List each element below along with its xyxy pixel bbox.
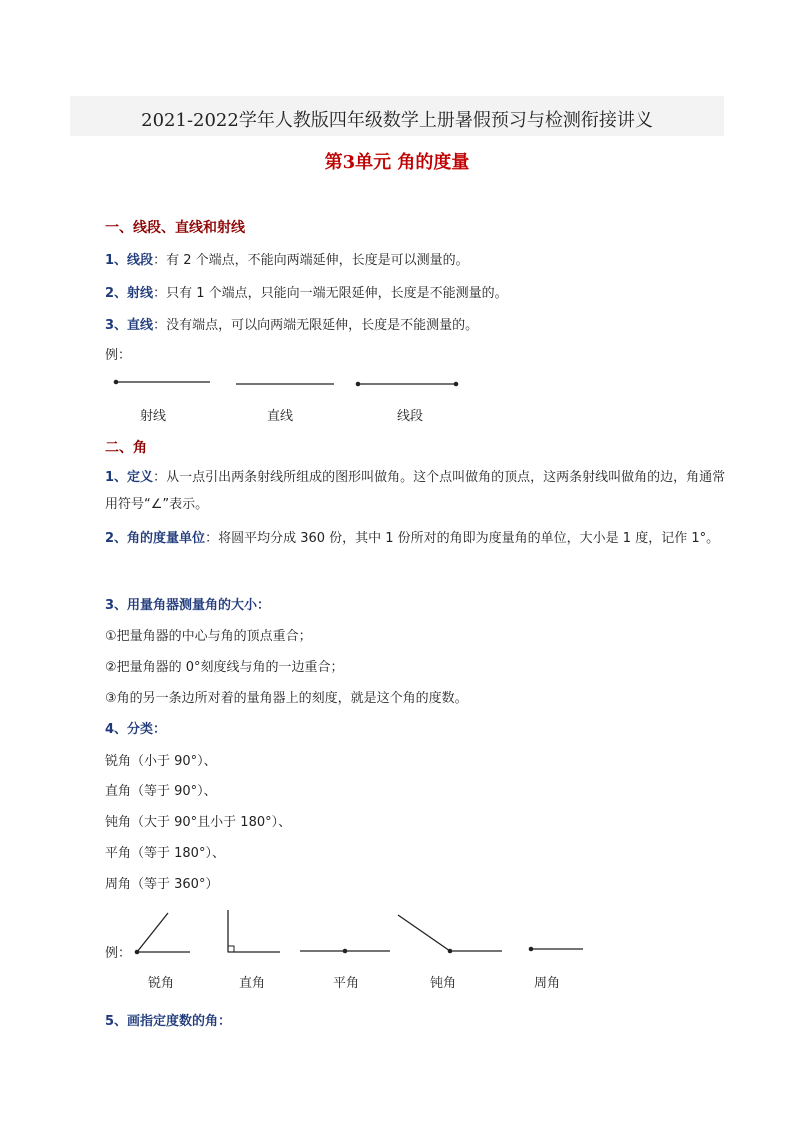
label-obtuse: 钝角 <box>429 976 456 991</box>
class-full: 周角（等于 360°） <box>105 877 219 892</box>
measure-step-2: ②把量角器的 0°刻度线与角的一边重合； <box>105 660 344 675</box>
label-ray: 射线 <box>139 409 166 424</box>
ray-figure <box>114 380 210 385</box>
segment-text: ：有 2 个端点，不能向两端延伸，长度是可以测量的。 <box>153 253 469 268</box>
straight-angle-figure <box>300 949 390 954</box>
classify-heading: 4、分类： <box>105 722 167 737</box>
term-unit: 角的度量单位 <box>127 531 206 546</box>
unit-subtitle: 第3单元 角的度量 <box>324 152 470 173</box>
term-ray: 射线 <box>127 286 154 301</box>
term-definition: 定义 <box>127 470 154 485</box>
item-number: 2、 <box>105 286 128 301</box>
document-title: 2021-2022学年人教版四年级数学上册暑假预习与检测衔接讲义 <box>141 110 653 131</box>
example-label: 例： <box>105 348 132 363</box>
full-angle-figure <box>529 947 583 952</box>
term-line: 直线 <box>127 318 154 333</box>
measure-step-1: ①把量角器的中心与角的顶点重合； <box>105 629 312 644</box>
draw-heading: 5、画指定度数的角： <box>105 1014 232 1029</box>
class-obtuse: 钝角（大于 90°且小于 180°）、 <box>105 815 292 830</box>
section-heading-angle: 二、角 <box>105 440 147 456</box>
label-right: 直角 <box>238 976 265 991</box>
item-number: 3、 <box>105 318 128 333</box>
item-number: 2、 <box>105 531 128 546</box>
line-text: ：没有端点，可以向两端无限延伸，长度是不能测量的。 <box>153 318 479 333</box>
class-acute: 锐角（小于 90°）、 <box>105 754 217 769</box>
angle-example-label: 例： <box>105 946 132 961</box>
class-straight: 平角（等于 180°）、 <box>105 846 225 861</box>
obtuse-angle-figure <box>398 915 502 953</box>
segment-figure <box>356 382 459 387</box>
unit-text: ：将圆平均分成 360 份，其中 1 份所对的角即为度量角的单位，大小是 1 度，记作 1°。 <box>205 531 720 546</box>
acute-angle-figure <box>135 913 190 954</box>
label-straight: 平角 <box>332 976 359 991</box>
section-heading-lines: 一、线段、直线和射线 <box>105 220 245 236</box>
right-angle-figure <box>228 910 280 952</box>
label-full: 周角 <box>533 976 560 991</box>
term-segment: 线段 <box>127 253 154 268</box>
measure-step-3: ③角的另一条边所对着的量角器上的刻度，就是这个角的度数。 <box>105 691 468 706</box>
class-right: 直角（等于 90°）、 <box>105 784 217 799</box>
measure-heading: 3、用量角器测量角的大小： <box>105 598 271 613</box>
label-acute: 锐角 <box>147 976 174 991</box>
item-number: 1、 <box>105 470 128 485</box>
definition-text: ：从一点引出两条射线所组成的图形叫做角。这个点叫做角的顶点，这两条射线叫做角的边，角通常用符号“∠”表示。 <box>105 470 726 512</box>
label-segment: 线段 <box>396 409 423 424</box>
label-line: 直线 <box>266 409 293 424</box>
ray-text: ：只有 1 个端点，只能向一端无限延伸，长度是不能测量的。 <box>153 286 508 301</box>
item-number: 1、 <box>105 253 128 268</box>
